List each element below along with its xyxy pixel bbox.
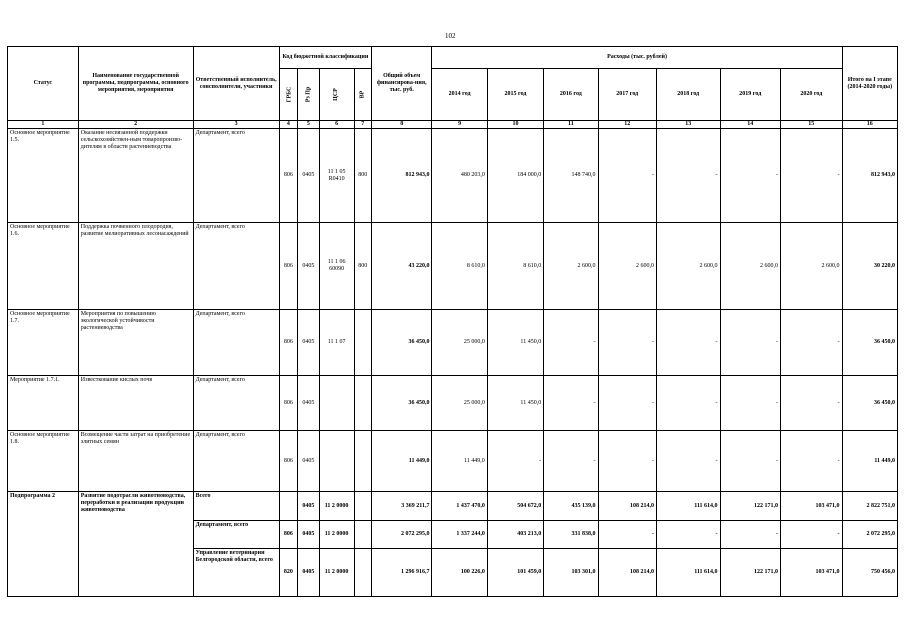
row-rzpr: 0405 bbox=[298, 376, 320, 431]
header-vr bbox=[354, 69, 371, 121]
budget-table bbox=[7, 46, 898, 597]
row-grbs: 806 bbox=[279, 431, 297, 492]
row-y2015: 403 213,0 bbox=[487, 521, 543, 549]
row-y2014: 8 610,0 bbox=[432, 223, 487, 310]
row-stage-total: 36 450,0 bbox=[842, 310, 897, 376]
row-stage-total: 30 220,0 bbox=[842, 223, 897, 310]
row-y2019: 122 171,0 bbox=[720, 492, 780, 521]
header-csr-text: ЦСР bbox=[333, 88, 340, 101]
row-rzpr: 0405 bbox=[298, 521, 320, 549]
row-y2017: - bbox=[598, 521, 656, 549]
header-status: Статус bbox=[8, 47, 79, 121]
row-stage-total: 812 943,0 bbox=[842, 129, 897, 223]
row-y2017: - bbox=[598, 129, 656, 223]
row-status: Мероприятие 1.7.1. bbox=[8, 376, 79, 431]
row-total: 1 296 916,7 bbox=[371, 549, 431, 597]
row-y2015: 101 459,0 bbox=[487, 549, 543, 597]
row-stage-total: 2 822 751,0 bbox=[842, 492, 897, 521]
header-year-2016: 2016 год bbox=[544, 69, 598, 121]
row-rzpr: 0405 bbox=[298, 492, 320, 521]
row-stage-total: 11 449,0 bbox=[842, 431, 897, 492]
row-y2018: - bbox=[656, 129, 720, 223]
row-y2014: 25 000,0 bbox=[432, 376, 487, 431]
row-responsible: Всего bbox=[193, 492, 279, 521]
column-number: 8 bbox=[371, 121, 431, 129]
row-status: Основное мероприятие 1.8. bbox=[8, 431, 79, 492]
row-total: 36 450,0 bbox=[371, 310, 431, 376]
row-y2019: 122 171,0 bbox=[720, 549, 780, 597]
table-row bbox=[8, 310, 898, 376]
row-y2015: 11 450,0 bbox=[487, 310, 543, 376]
row-vr bbox=[354, 549, 371, 597]
row-responsible: Департамент, всего bbox=[193, 310, 279, 376]
header-csr bbox=[319, 69, 354, 121]
row-stage-total: 2 072 295,0 bbox=[842, 521, 897, 549]
row-total: 36 450,0 bbox=[371, 376, 431, 431]
row-responsible: Департамент, всего bbox=[193, 376, 279, 431]
row-csr: 11 2 0000 bbox=[319, 549, 354, 597]
row-y2020: 2 600,0 bbox=[781, 223, 843, 310]
header-rzpr bbox=[298, 69, 320, 121]
row-vr: 800 bbox=[354, 223, 371, 310]
row-name: Известкование кислых почв bbox=[78, 376, 193, 431]
row-y2020: - bbox=[781, 431, 843, 492]
header-year-2015: 2015 год bbox=[487, 69, 543, 121]
row-name: Оказание несвязанной поддержки сельскохозяйствен-ным товаропроизво-дителям в области растениеводства bbox=[78, 129, 193, 223]
header-responsible: Ответственный исполнитель, соисполнители, участники bbox=[193, 47, 279, 121]
row-stage-total: 750 456,0 bbox=[842, 549, 897, 597]
row-responsible: Департамент, всего bbox=[193, 223, 279, 310]
header-budget-code: Код бюджетной классификации bbox=[279, 47, 371, 69]
column-number: 15 bbox=[781, 121, 843, 129]
row-y2018: - bbox=[656, 431, 720, 492]
header-total: Общий объем финансирова-ния, тыс. руб. bbox=[371, 47, 431, 121]
row-y2017: - bbox=[598, 376, 656, 431]
header-year-2014: 2014 год bbox=[432, 69, 487, 121]
header-name: Наименование государственной программы, подпрограммы, основного мероприятия, мероприятия bbox=[78, 47, 193, 121]
row-y2016: 148 740,0 bbox=[544, 129, 598, 223]
row-csr: 11 2 0000 bbox=[319, 521, 354, 549]
row-grbs: 806 bbox=[279, 310, 297, 376]
row-y2015: - bbox=[487, 431, 543, 492]
row-y2017: 108 214,0 bbox=[598, 549, 656, 597]
column-number: 14 bbox=[720, 121, 780, 129]
row-grbs: 806 bbox=[279, 129, 297, 223]
row-vr bbox=[354, 376, 371, 431]
row-vr bbox=[354, 310, 371, 376]
header-year-2018: 2018 год bbox=[656, 69, 720, 121]
header-year-2019: 2019 год bbox=[720, 69, 780, 121]
row-responsible: Управление ветеринарии Белгородской области, всего bbox=[193, 549, 279, 597]
row-y2015: 184 000,0 bbox=[487, 129, 543, 223]
row-vr bbox=[354, 431, 371, 492]
row-rzpr: 0405 bbox=[298, 129, 320, 223]
row-y2016: 435 139,0 bbox=[544, 492, 598, 521]
header-year-2017: 2017 год bbox=[598, 69, 656, 121]
row-y2015: 8 610,0 bbox=[487, 223, 543, 310]
row-y2019: - bbox=[720, 376, 780, 431]
column-number: 2 bbox=[78, 121, 193, 129]
row-y2019: - bbox=[720, 310, 780, 376]
row-y2018: - bbox=[656, 521, 720, 549]
column-number: 9 bbox=[432, 121, 487, 129]
row-y2018: 111 614,0 bbox=[656, 549, 720, 597]
subprogram-name: Развитие подотрасли животноводства, переработки и реализации продукции животноводства bbox=[78, 492, 193, 597]
column-number: 5 bbox=[298, 121, 320, 129]
row-y2020: 103 471,0 bbox=[781, 492, 843, 521]
row-y2019: - bbox=[720, 431, 780, 492]
row-status: Основное мероприятие 1.6. bbox=[8, 223, 79, 310]
column-number: 3 bbox=[193, 121, 279, 129]
row-stage-total: 36 450,0 bbox=[842, 376, 897, 431]
row-responsible: Департамент, всего bbox=[193, 431, 279, 492]
row-y2016: 2 600,0 bbox=[544, 223, 598, 310]
row-name: Мероприятия по повышению экологической устойчивости растениеводства bbox=[78, 310, 193, 376]
row-y2016: - bbox=[544, 376, 598, 431]
row-y2018: - bbox=[656, 376, 720, 431]
row-total: 11 449,0 bbox=[371, 431, 431, 492]
table-row bbox=[8, 223, 898, 310]
row-y2017: - bbox=[598, 310, 656, 376]
row-y2016: - bbox=[544, 310, 598, 376]
row-rzpr: 0405 bbox=[298, 310, 320, 376]
row-y2014: 1 437 470,0 bbox=[432, 492, 487, 521]
row-y2018: - bbox=[656, 310, 720, 376]
row-responsible: Департамент, всего bbox=[193, 521, 279, 549]
header-stage-total: Итого на I этапе (2014-2020 годы) bbox=[842, 47, 897, 121]
table-row bbox=[8, 431, 898, 492]
row-csr: 11 1 05 R0410 bbox=[319, 129, 354, 223]
header-grbs-text: ГРБС bbox=[286, 86, 293, 103]
table-row bbox=[8, 129, 898, 223]
row-y2020: - bbox=[781, 521, 843, 549]
row-y2020: 103 471,0 bbox=[781, 549, 843, 597]
row-y2016: 331 838,0 bbox=[544, 521, 598, 549]
column-number: 13 bbox=[656, 121, 720, 129]
row-csr: 11 1 06 60090 bbox=[319, 223, 354, 310]
row-vr: 800 bbox=[354, 129, 371, 223]
row-rzpr: 0405 bbox=[298, 549, 320, 597]
row-y2020: - bbox=[781, 129, 843, 223]
row-y2020: - bbox=[781, 310, 843, 376]
row-total: 2 072 295,0 bbox=[371, 521, 431, 549]
column-number: 16 bbox=[842, 121, 897, 129]
row-y2015: 11 450,0 bbox=[487, 376, 543, 431]
column-number: 10 bbox=[487, 121, 543, 129]
row-y2019: - bbox=[720, 129, 780, 223]
row-y2016: 103 301,0 bbox=[544, 549, 598, 597]
row-status: Основное мероприятие 1.7. bbox=[8, 310, 79, 376]
row-y2014: 1 337 244,0 bbox=[432, 521, 487, 549]
row-name: Возмещение части затрат на приобретение элитных семян bbox=[78, 431, 193, 492]
row-grbs: 806 bbox=[279, 521, 297, 549]
row-total: 812 943,0 bbox=[371, 129, 431, 223]
row-y2014: 100 226,0 bbox=[432, 549, 487, 597]
header-rzpr-text: Рз Пр bbox=[304, 86, 311, 103]
row-grbs: 820 bbox=[279, 549, 297, 597]
header-grbs bbox=[279, 69, 297, 121]
row-vr bbox=[354, 492, 371, 521]
table-row bbox=[8, 376, 898, 431]
row-csr bbox=[319, 376, 354, 431]
row-y2014: 480 203,0 bbox=[432, 129, 487, 223]
column-number: 1 bbox=[8, 121, 79, 129]
page-number: 102 bbox=[445, 32, 456, 40]
row-status: Основное мероприятие 1.5. bbox=[8, 129, 79, 223]
row-y2017: - bbox=[598, 431, 656, 492]
row-rzpr: 0405 bbox=[298, 223, 320, 310]
subprogram-row bbox=[8, 492, 898, 521]
row-vr bbox=[354, 521, 371, 549]
subprogram-status: Подпрограмма 2 bbox=[8, 492, 79, 597]
column-number: 4 bbox=[279, 121, 297, 129]
row-name: Поддержка почвенного плодородия, развитие мелиоративных лесонасаждений bbox=[78, 223, 193, 310]
row-csr: 11 1 07 bbox=[319, 310, 354, 376]
row-grbs bbox=[279, 492, 297, 521]
row-y2017: 2 600,0 bbox=[598, 223, 656, 310]
row-total: 43 220,0 bbox=[371, 223, 431, 310]
row-y2020: - bbox=[781, 376, 843, 431]
row-total: 3 369 211,7 bbox=[371, 492, 431, 521]
row-csr bbox=[319, 431, 354, 492]
row-y2015: 504 672,0 bbox=[487, 492, 543, 521]
row-y2014: 25 000,0 bbox=[432, 310, 487, 376]
row-y2014: 11 449,0 bbox=[432, 431, 487, 492]
column-number: 6 bbox=[319, 121, 354, 129]
row-y2016: - bbox=[544, 431, 598, 492]
column-number: 7 bbox=[354, 121, 371, 129]
row-y2019: 2 600,0 bbox=[720, 223, 780, 310]
row-csr: 11 2 0000 bbox=[319, 492, 354, 521]
row-y2018: 111 614,0 bbox=[656, 492, 720, 521]
row-y2019: - bbox=[720, 521, 780, 549]
row-responsible: Департамент, всего bbox=[193, 129, 279, 223]
header-vr-text: ВР bbox=[359, 90, 366, 99]
row-rzpr: 0405 bbox=[298, 431, 320, 492]
column-number-row bbox=[8, 121, 898, 129]
row-y2017: 108 214,0 bbox=[598, 492, 656, 521]
row-grbs: 806 bbox=[279, 223, 297, 310]
header-row-1 bbox=[8, 47, 898, 69]
header-year-2020: 2020 год bbox=[781, 69, 843, 121]
row-grbs: 806 bbox=[279, 376, 297, 431]
header-expenses: Расходы (тыс. рублей) bbox=[432, 47, 842, 69]
column-number: 11 bbox=[544, 121, 598, 129]
row-y2018: 2 600,0 bbox=[656, 223, 720, 310]
column-number: 12 bbox=[598, 121, 656, 129]
